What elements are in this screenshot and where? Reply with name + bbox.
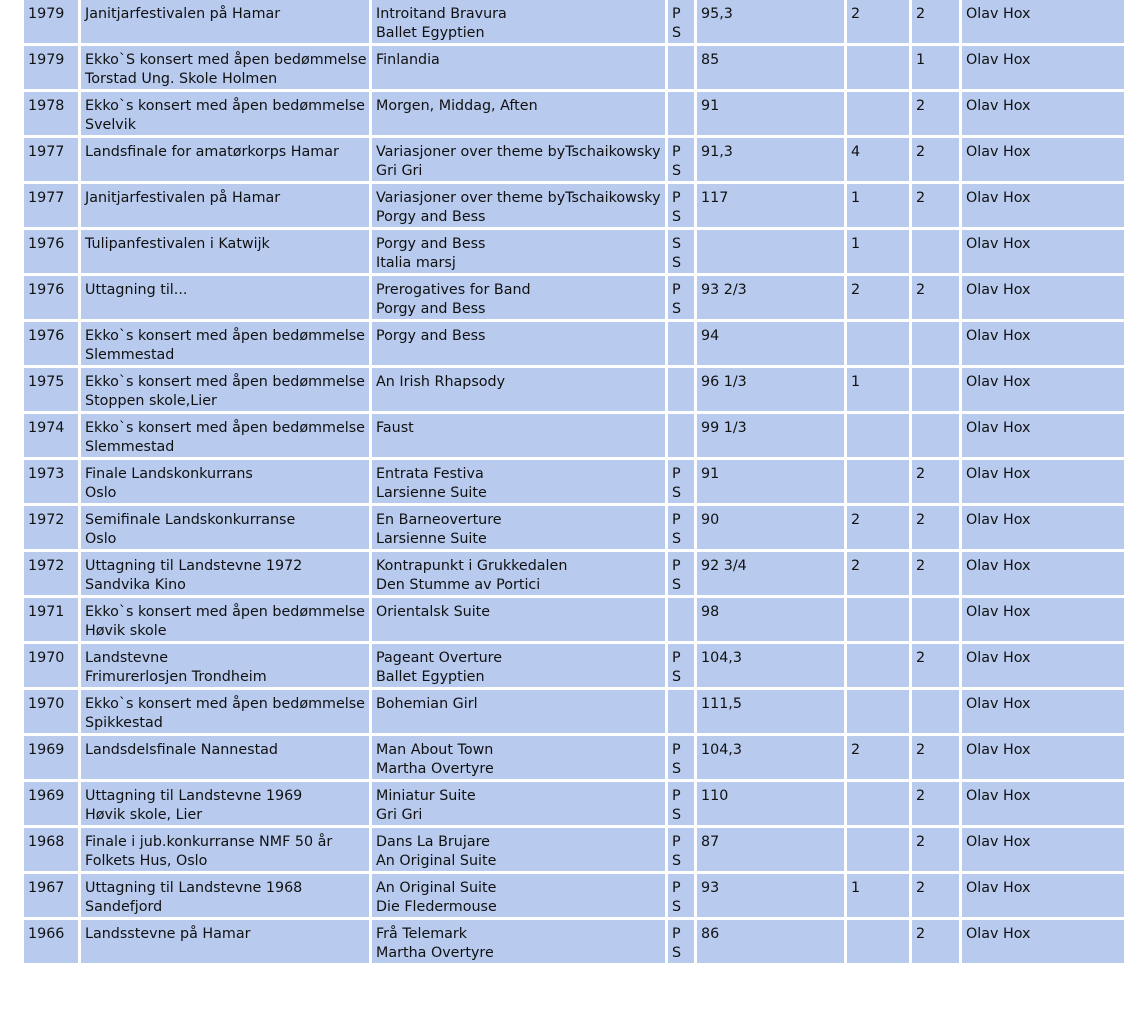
pieces-cell-line: Morgen, Middag, Aften	[376, 98, 538, 114]
division-cell	[912, 322, 959, 365]
event-cell-line: Svelvik	[85, 117, 137, 133]
event-cell-line: Landsdelsfinale Nannestad	[85, 742, 279, 758]
piece-type-cell	[668, 414, 694, 457]
conductor-cell: Olav Hox	[962, 46, 1124, 89]
division-cell: 2	[912, 644, 959, 687]
event-cell-line: Spikkestad	[85, 715, 163, 731]
rank-cell	[847, 414, 909, 457]
year-cell: 1970	[24, 690, 78, 733]
table-row	[24, 92, 1124, 135]
piece-type-cell	[668, 506, 694, 549]
year-cell: 1976	[24, 276, 78, 319]
event-cell-line: Tulipanfestivalen i Katwijk	[85, 236, 270, 252]
division-cell: 2	[912, 552, 959, 595]
table-row	[24, 368, 1124, 411]
conductor-cell: Olav Hox	[962, 598, 1124, 641]
pieces-cell-line: An Original Suite	[376, 880, 497, 896]
rank-cell: 1	[847, 184, 909, 227]
pieces-cell-line: Dans La Brujare	[376, 834, 490, 850]
event-cell-line: Sandvika Kino	[85, 577, 186, 593]
piece-type-cell-line: P	[672, 880, 681, 896]
rank-cell: 2	[847, 552, 909, 595]
pieces-cell-line: An Irish Rhapsody	[376, 374, 506, 390]
year-cell: 1979	[24, 46, 78, 89]
piece-type-cell-line: P	[672, 144, 681, 160]
pieces-cell	[372, 506, 665, 549]
table-row	[24, 736, 1124, 779]
event-cell	[81, 0, 369, 43]
event-cell-line: Ekko`s konsert med åpen bedømmelse	[85, 328, 365, 344]
piece-type-cell	[668, 0, 694, 43]
event-cell	[81, 552, 369, 595]
piece-type-cell-line: P	[672, 512, 681, 528]
rank-cell: 4	[847, 138, 909, 181]
piece-type-cell-line: S	[672, 485, 682, 501]
division-cell: 2	[912, 0, 959, 43]
piece-type-cell-line: P	[672, 558, 681, 574]
piece-type-cell	[668, 552, 694, 595]
event-cell-line: Slemmestad	[85, 347, 175, 363]
piece-type-cell-line: S	[672, 577, 682, 593]
year-cell: 1970	[24, 644, 78, 687]
score-cell: 86	[697, 920, 844, 963]
event-cell-line: Frimurerlosjen Trondheim	[85, 669, 267, 685]
event-cell-line: Landsstevne på Hamar	[85, 926, 251, 942]
pieces-cell-line: Martha Overtyre	[376, 945, 494, 961]
event-cell	[81, 368, 369, 411]
piece-type-cell-line: P	[672, 834, 681, 850]
pieces-cell	[372, 598, 665, 641]
year-cell: 1973	[24, 460, 78, 503]
piece-type-cell-line: S	[672, 301, 682, 317]
piece-type-cell-line: S	[672, 163, 682, 179]
event-cell-line: Høvik skole	[85, 623, 167, 639]
event-cell	[81, 92, 369, 135]
pieces-cell	[372, 644, 665, 687]
piece-type-cell	[668, 920, 694, 963]
conductor-cell: Olav Hox	[962, 874, 1124, 917]
table-row	[24, 552, 1124, 595]
event-cell-line: Ekko`s konsert med åpen bedømmelse	[85, 98, 365, 114]
piece-type-cell-line: S	[672, 209, 682, 225]
conductor-cell: Olav Hox	[962, 920, 1124, 963]
piece-type-cell-line: S	[672, 669, 682, 685]
pieces-cell-line: Gri Gri	[376, 163, 423, 179]
conductor-cell: Olav Hox	[962, 138, 1124, 181]
table-row	[24, 276, 1124, 319]
event-cell-line: Finale Landskonkurrans	[85, 466, 253, 482]
pieces-cell-line: Kontrapunkt i Grukkedalen	[376, 558, 568, 574]
pieces-cell-line: Porgy and Bess	[376, 301, 486, 317]
score-cell: 104,3	[697, 644, 844, 687]
rank-cell	[847, 644, 909, 687]
event-cell-line: Janitjarfestivalen på Hamar	[85, 6, 281, 22]
event-cell	[81, 460, 369, 503]
piece-type-cell-line: P	[672, 742, 681, 758]
division-cell	[912, 230, 959, 273]
pieces-cell-line: Ballet Egyptien	[376, 669, 485, 685]
pieces-cell-line: Ballet Egyptien	[376, 25, 485, 41]
pieces-cell-line: Prerogatives for Band	[376, 282, 531, 298]
pieces-cell-line: Variasjoner over theme byTschaikowsky	[376, 190, 661, 206]
conductor-cell: Olav Hox	[962, 368, 1124, 411]
year-cell: 1976	[24, 322, 78, 365]
pieces-cell-line: Gri Gri	[376, 807, 423, 823]
event-cell-line: Semifinale Landskonkurranse	[85, 512, 296, 528]
piece-type-cell	[668, 92, 694, 135]
piece-type-cell-line: S	[672, 531, 682, 547]
score-cell: 95,3	[697, 0, 844, 43]
piece-type-cell	[668, 460, 694, 503]
piece-type-cell	[668, 184, 694, 227]
event-cell-line: Ekko`S konsert med åpen bedømmelse	[85, 52, 367, 68]
pieces-cell	[372, 322, 665, 365]
table-row	[24, 230, 1124, 273]
event-cell	[81, 598, 369, 641]
rank-cell	[847, 460, 909, 503]
pieces-cell	[372, 368, 665, 411]
event-cell	[81, 414, 369, 457]
score-cell: 85	[697, 46, 844, 89]
piece-type-cell	[668, 782, 694, 825]
event-cell-line: Folkets Hus, Oslo	[85, 853, 208, 869]
score-cell: 99 1/3	[697, 414, 844, 457]
pieces-cell	[372, 460, 665, 503]
table-row	[24, 598, 1124, 641]
piece-type-cell-line: S	[672, 761, 682, 777]
table-row	[24, 0, 1124, 43]
score-cell: 93	[697, 874, 844, 917]
event-cell-line: Uttagning til Landstevne 1972	[85, 558, 303, 574]
conductor-cell: Olav Hox	[962, 230, 1124, 273]
piece-type-cell-line: S	[672, 853, 682, 869]
piece-type-cell-line: P	[672, 926, 681, 942]
piece-type-cell	[668, 368, 694, 411]
rank-cell	[847, 690, 909, 733]
event-cell	[81, 736, 369, 779]
piece-type-cell	[668, 46, 694, 89]
piece-type-cell-line: S	[672, 255, 682, 271]
year-cell: 1977	[24, 184, 78, 227]
score-cell: 87	[697, 828, 844, 871]
piece-type-cell-line: P	[672, 650, 681, 666]
rank-cell	[847, 322, 909, 365]
event-cell	[81, 230, 369, 273]
pieces-cell	[372, 230, 665, 273]
piece-type-cell	[668, 322, 694, 365]
pieces-cell-line: Bohemian Girl	[376, 696, 478, 712]
division-cell	[912, 598, 959, 641]
pieces-cell-line: Porgy and Bess	[376, 236, 486, 252]
conductor-cell: Olav Hox	[962, 0, 1124, 43]
pieces-cell-line: Finlandia	[376, 52, 440, 68]
rank-cell: 2	[847, 506, 909, 549]
division-cell: 1	[912, 46, 959, 89]
pieces-cell-line: Frå Telemark	[376, 926, 468, 942]
rank-cell	[847, 92, 909, 135]
division-cell: 2	[912, 736, 959, 779]
event-cell-line: Janitjarfestivalen på Hamar	[85, 190, 281, 206]
pieces-cell-line: Man About Town	[376, 742, 494, 758]
table-row	[24, 414, 1124, 457]
division-cell: 2	[912, 782, 959, 825]
rank-cell	[847, 598, 909, 641]
pieces-cell	[372, 690, 665, 733]
event-cell-line: Høvik skole, Lier	[85, 807, 203, 823]
piece-type-cell	[668, 138, 694, 181]
score-cell: 92 3/4	[697, 552, 844, 595]
pieces-cell	[372, 184, 665, 227]
pieces-cell	[372, 874, 665, 917]
event-cell-line: Oslo	[85, 531, 117, 547]
rank-cell	[847, 782, 909, 825]
year-cell: 1975	[24, 368, 78, 411]
conductor-cell: Olav Hox	[962, 736, 1124, 779]
piece-type-cell	[668, 230, 694, 273]
table-row	[24, 506, 1124, 549]
pieces-cell-line: Faust	[376, 420, 414, 436]
piece-type-cell-line: S	[672, 807, 682, 823]
event-cell-line: Ekko`s konsert med åpen bedømmelse	[85, 604, 365, 620]
pieces-cell-line: Variasjoner over theme byTschaikowsky	[376, 144, 661, 160]
rank-cell	[847, 920, 909, 963]
year-cell: 1969	[24, 736, 78, 779]
division-cell: 2	[912, 874, 959, 917]
score-cell: 91	[697, 92, 844, 135]
pieces-cell-line: Larsienne Suite	[376, 485, 487, 501]
table-body	[24, 0, 1124, 963]
event-cell-line: Ekko`s konsert med åpen bedømmelse	[85, 374, 365, 390]
pieces-cell-line: An Original Suite	[376, 853, 497, 869]
table-row	[24, 874, 1124, 917]
score-cell: 91,3	[697, 138, 844, 181]
pieces-cell-line: Martha Overtyre	[376, 761, 494, 777]
rank-cell: 2	[847, 0, 909, 43]
table-row	[24, 460, 1124, 503]
piece-type-cell	[668, 690, 694, 733]
rank-cell: 2	[847, 276, 909, 319]
pieces-cell	[372, 46, 665, 89]
event-cell-line: Uttagning til Landstevne 1968	[85, 880, 303, 896]
event-cell	[81, 644, 369, 687]
year-cell: 1968	[24, 828, 78, 871]
piece-type-cell	[668, 644, 694, 687]
conductor-cell: Olav Hox	[962, 506, 1124, 549]
conductor-cell: Olav Hox	[962, 322, 1124, 365]
table-row	[24, 920, 1124, 963]
table-row	[24, 782, 1124, 825]
year-cell: 1967	[24, 874, 78, 917]
event-cell-line: Uttagning til...	[85, 282, 188, 298]
pieces-cell	[372, 276, 665, 319]
piece-type-cell-line: S	[672, 25, 682, 41]
event-cell-line: Landsfinale for amatørkorps Hamar	[85, 144, 339, 160]
score-cell	[697, 230, 844, 273]
table-row	[24, 322, 1124, 365]
division-cell	[912, 414, 959, 457]
conductor-cell: Olav Hox	[962, 552, 1124, 595]
pieces-cell-line: Orientalsk Suite	[376, 604, 491, 620]
event-cell	[81, 828, 369, 871]
event-cell	[81, 138, 369, 181]
event-cell-line: Slemmestad	[85, 439, 175, 455]
score-cell: 98	[697, 598, 844, 641]
table-row	[24, 828, 1124, 871]
piece-type-cell	[668, 276, 694, 319]
pieces-cell-line: Den Stumme av Portici	[376, 577, 541, 593]
division-cell: 2	[912, 460, 959, 503]
event-cell-line: Landstevne	[85, 650, 169, 666]
results-table	[21, 0, 1125, 966]
event-cell	[81, 920, 369, 963]
conductor-cell: Olav Hox	[962, 92, 1124, 135]
score-cell: 94	[697, 322, 844, 365]
event-cell	[81, 506, 369, 549]
piece-type-cell	[668, 598, 694, 641]
pieces-cell-line: Pageant Overture	[376, 650, 502, 666]
pieces-cell-line: En Barneoverture	[376, 512, 502, 528]
year-cell: 1966	[24, 920, 78, 963]
score-cell: 93 2/3	[697, 276, 844, 319]
pieces-cell	[372, 414, 665, 457]
year-cell: 1974	[24, 414, 78, 457]
pieces-cell-line: Larsienne Suite	[376, 531, 487, 547]
event-cell	[81, 276, 369, 319]
conductor-cell: Olav Hox	[962, 184, 1124, 227]
pieces-cell	[372, 552, 665, 595]
division-cell: 2	[912, 184, 959, 227]
score-cell: 90	[697, 506, 844, 549]
conductor-cell: Olav Hox	[962, 828, 1124, 871]
pieces-cell	[372, 92, 665, 135]
event-cell-line: Uttagning til Landstevne 1969	[85, 788, 303, 804]
rank-cell	[847, 828, 909, 871]
score-cell: 117	[697, 184, 844, 227]
event-cell	[81, 690, 369, 733]
division-cell: 2	[912, 276, 959, 319]
year-cell: 1971	[24, 598, 78, 641]
event-cell	[81, 322, 369, 365]
division-cell: 2	[912, 920, 959, 963]
pieces-cell	[372, 0, 665, 43]
rank-cell: 1	[847, 230, 909, 273]
division-cell	[912, 690, 959, 733]
piece-type-cell	[668, 874, 694, 917]
piece-type-cell-line: S	[672, 236, 682, 252]
event-cell-line: Oslo	[85, 485, 117, 501]
year-cell: 1978	[24, 92, 78, 135]
table-row	[24, 46, 1124, 89]
conductor-cell: Olav Hox	[962, 460, 1124, 503]
conductor-cell: Olav Hox	[962, 276, 1124, 319]
piece-type-cell-line: P	[672, 6, 681, 22]
event-cell-line: Sandefjord	[85, 899, 163, 915]
pieces-cell-line: Miniatur Suite	[376, 788, 476, 804]
conductor-cell: Olav Hox	[962, 644, 1124, 687]
year-cell: 1969	[24, 782, 78, 825]
rank-cell: 1	[847, 368, 909, 411]
event-cell	[81, 46, 369, 89]
piece-type-cell-line: P	[672, 466, 681, 482]
year-cell: 1972	[24, 552, 78, 595]
rank-cell: 2	[847, 736, 909, 779]
division-cell	[912, 368, 959, 411]
event-cell-line: Ekko`s konsert med åpen bedømmelse	[85, 696, 365, 712]
pieces-cell	[372, 138, 665, 181]
division-cell: 2	[912, 92, 959, 135]
piece-type-cell	[668, 736, 694, 779]
year-cell: 1979	[24, 0, 78, 43]
pieces-cell	[372, 828, 665, 871]
pieces-cell-line: Introitand Bravura	[376, 6, 507, 22]
score-cell: 96 1/3	[697, 368, 844, 411]
pieces-cell	[372, 782, 665, 825]
event-cell	[81, 782, 369, 825]
event-cell	[81, 874, 369, 917]
rank-cell: 1	[847, 874, 909, 917]
pieces-cell	[372, 736, 665, 779]
score-cell: 91	[697, 460, 844, 503]
conductor-cell: Olav Hox	[962, 782, 1124, 825]
event-cell-line: Torstad Ung. Skole Holmen	[85, 71, 278, 87]
event-cell-line: Stoppen skole,Lier	[85, 393, 217, 409]
piece-type-cell-line: S	[672, 899, 682, 915]
table-row	[24, 690, 1124, 733]
pieces-cell-line: Porgy and Bess	[376, 328, 486, 344]
table-row	[24, 184, 1124, 227]
score-cell: 110	[697, 782, 844, 825]
pieces-cell-line: Entrata Festiva	[376, 466, 484, 482]
rank-cell	[847, 46, 909, 89]
piece-type-cell-line: P	[672, 282, 681, 298]
year-cell: 1977	[24, 138, 78, 181]
event-cell-line: Finale i jub.konkurranse NMF 50 år	[85, 834, 333, 850]
pieces-cell-line: Die Fledermouse	[376, 899, 497, 915]
piece-type-cell-line: S	[672, 945, 682, 961]
piece-type-cell-line: P	[672, 788, 681, 804]
pieces-cell-line: Italia marsj	[376, 255, 456, 271]
score-cell: 111,5	[697, 690, 844, 733]
pieces-cell	[372, 920, 665, 963]
score-cell: 104,3	[697, 736, 844, 779]
event-cell	[81, 184, 369, 227]
event-cell-line: Ekko`s konsert med åpen bedømmelse	[85, 420, 365, 436]
conductor-cell: Olav Hox	[962, 690, 1124, 733]
piece-type-cell	[668, 828, 694, 871]
division-cell: 2	[912, 506, 959, 549]
conductor-cell: Olav Hox	[962, 414, 1124, 457]
pieces-cell-line: Porgy and Bess	[376, 209, 486, 225]
division-cell: 2	[912, 138, 959, 181]
table-row	[24, 138, 1124, 181]
table-row	[24, 644, 1124, 687]
division-cell: 2	[912, 828, 959, 871]
year-cell: 1976	[24, 230, 78, 273]
piece-type-cell-line: P	[672, 190, 681, 206]
year-cell: 1972	[24, 506, 78, 549]
